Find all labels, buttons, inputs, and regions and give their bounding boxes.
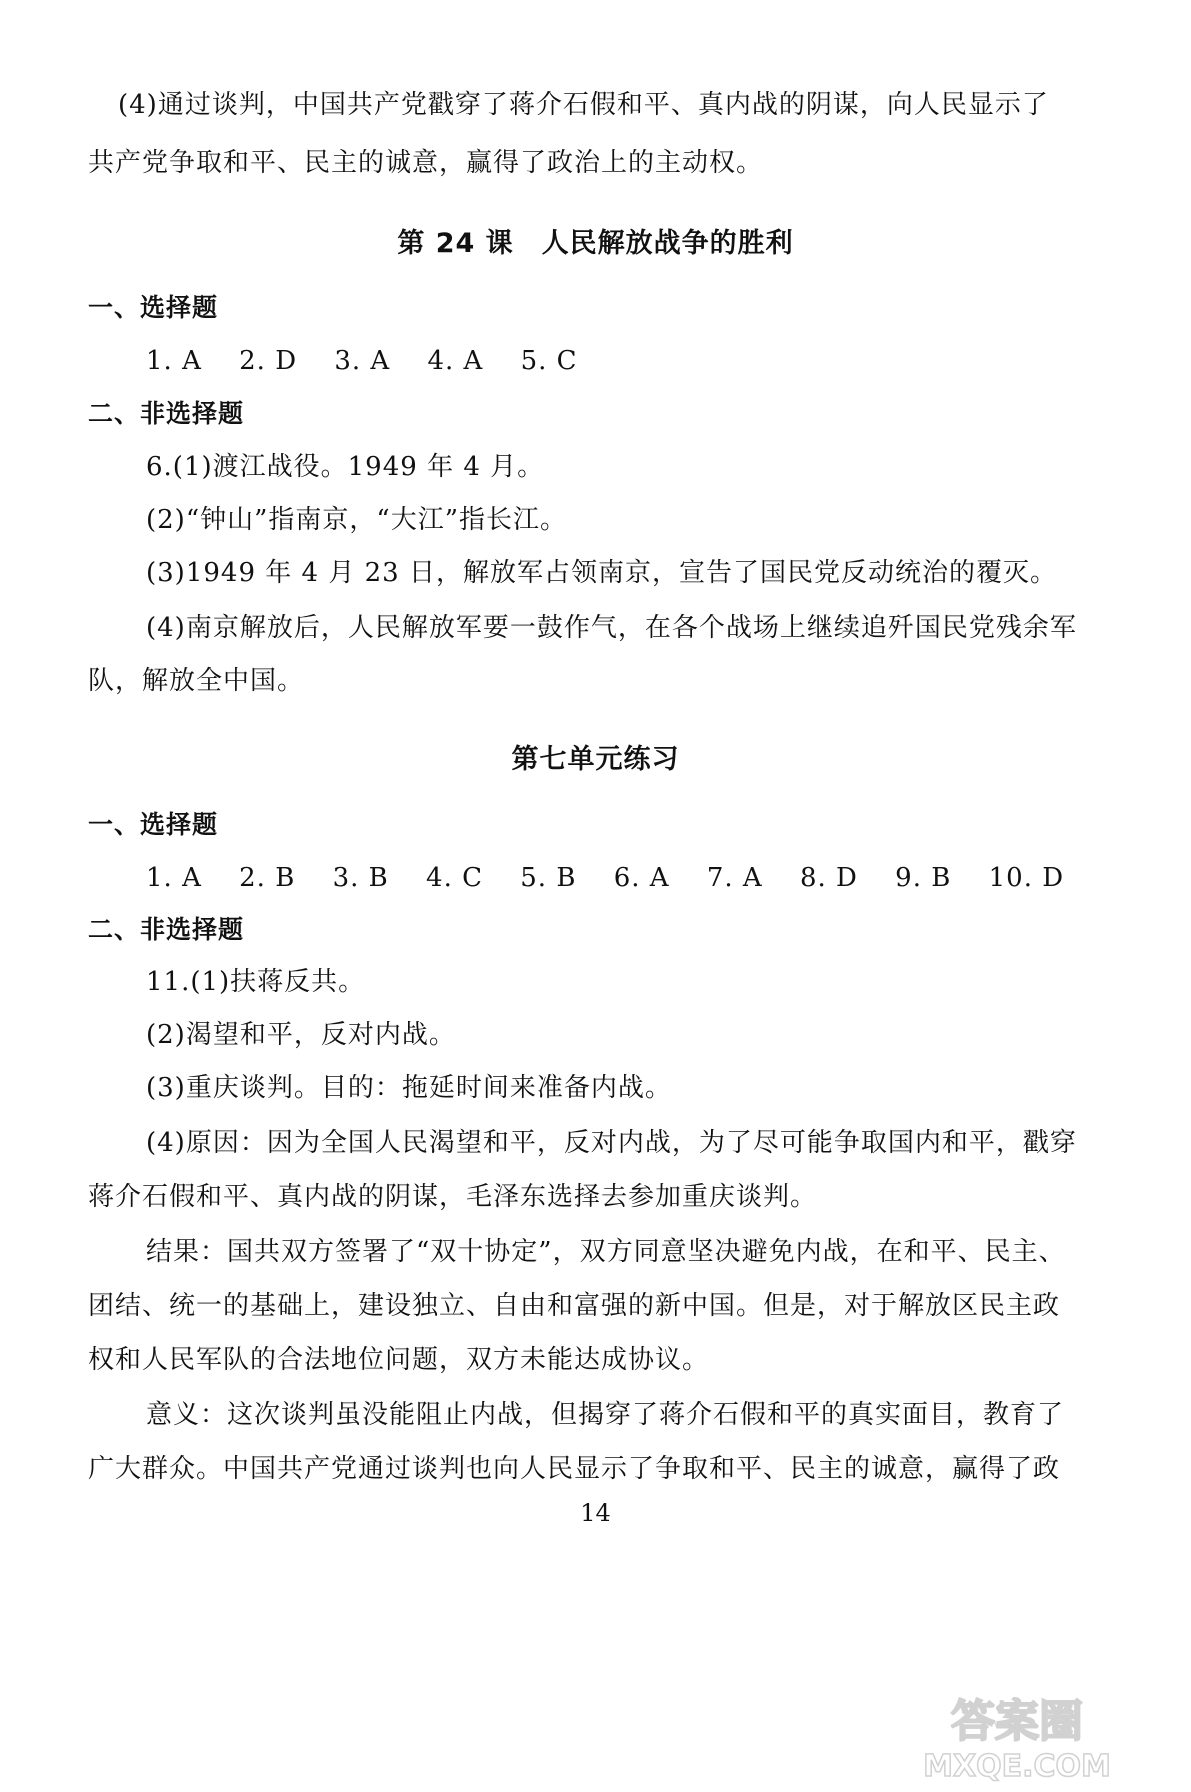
unit-7-section-choice-title: 一、选择题 [88, 810, 219, 839]
answer-item: 8. D [799, 863, 858, 893]
q11-part-1: 11.(1)扶蒋反共。 [146, 967, 366, 997]
unit-7-title: 第七单元练习 [511, 744, 680, 775]
q11-result-line-2: 团结、统一的基础上，建设独立、自由和富强的新中国。但是，对于解放区民主政 [88, 1291, 1061, 1321]
q11-part-2: (2)渴望和平，反对内战。 [146, 1020, 456, 1050]
page-number: 14 [580, 1499, 611, 1527]
answer-item: 2. B [239, 863, 296, 893]
answer-item: 3. B [332, 863, 389, 893]
q11-part-4-line-1: (4)原因：因为全国人民渴望和平，反对内战，为了尽可能争取国内和平，戳穿 [146, 1128, 1077, 1158]
q11-result-line-3: 权和人民军队的合法地位问题，双方未能达成协议。 [88, 1345, 710, 1375]
lesson-24-choice-answers [146, 344, 606, 378]
unit-7-choice-answers [146, 861, 1092, 895]
q6-part-1: 6.(1)渡江战役。1949 年 4 月。 [146, 452, 545, 482]
q6-part-2: (2)“钟山”指南京，“大江”指长江。 [146, 505, 567, 535]
answer-item: 1. A [146, 346, 202, 376]
q11-part-4-line-2: 蒋介石假和平、真内战的阴谋，毛泽东选择去参加重庆谈判。 [88, 1182, 818, 1212]
lesson-24-section-choice-title: 一、选择题 [88, 293, 219, 322]
answer-item: 9. B [895, 863, 952, 893]
watermark-logo [867, 1684, 1167, 1784]
watermark-bottom-text: MXQE.COM [923, 1749, 1111, 1784]
prev-answer-line-2: 共产党争取和平、民主的诚意，赢得了政治上的主动权。 [88, 148, 764, 178]
answer-item: 1. A [146, 863, 202, 893]
q11-part-3: (3)重庆谈判。目的：拖延时间来准备内战。 [146, 1073, 672, 1103]
answer-item: 2. D [239, 346, 298, 376]
prev-answer-line-1: (4)通过谈判，中国共产党戳穿了蒋介石假和平、真内战的阴谋，向人民显示了 [118, 90, 1049, 120]
answer-item: 4. C [426, 863, 483, 893]
q11-meaning-line-2: 广大群众。中国共产党通过谈判也向人民显示了争取和平、民主的诚意，赢得了政 [88, 1454, 1061, 1484]
unit-7-section-nonchoice-title: 二、非选择题 [88, 915, 245, 944]
answer-item: 7. A [706, 863, 763, 893]
answer-item: 4. A [427, 346, 484, 376]
lesson-24-section-nonchoice-title: 二、非选择题 [88, 399, 245, 428]
answer-item: 3. A [334, 346, 391, 376]
q6-part-4-line-2: 队，解放全中国。 [88, 666, 305, 696]
q6-part-4-line-1: (4)南京解放后，人民解放军要一鼓作气，在各个战场上继续追歼国民党残余军 [146, 613, 1077, 643]
q11-meaning-line-1: 意义：这次谈判虽没能阻止内战，但揭穿了蒋介石假和平的真实面目，教育了 [146, 1400, 1065, 1430]
q6-part-3: (3)1949 年 4 月 23 日，解放军占领南京，宣告了国民党反动统治的覆灭。 [146, 558, 1057, 588]
answer-item: 6. A [613, 863, 670, 893]
lesson-24-title: 第 24 课 人民解放战争的胜利 [397, 228, 794, 259]
answer-item: 10. D [988, 863, 1065, 893]
watermark-top-text: 答案圈 [951, 1696, 1083, 1747]
answer-item: 5. B [520, 863, 577, 893]
answer-item: 5. C [520, 346, 578, 376]
q11-result-line-1: 结果：国共双方签署了“双十协定”，双方同意坚决避免内战，在和平、民主、 [146, 1237, 1066, 1267]
